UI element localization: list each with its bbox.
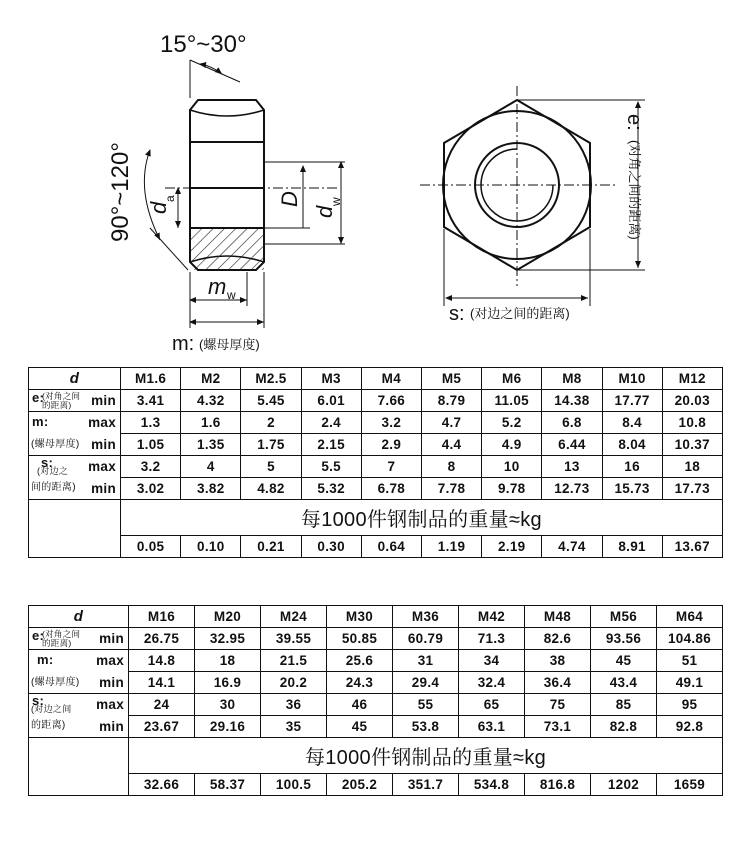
value-cell: 29.16 (195, 716, 261, 738)
value-cell: 35 (261, 716, 327, 738)
max-label: max (96, 697, 124, 712)
m-label: m: (37, 652, 54, 667)
value-cell: 10.37 (662, 434, 722, 456)
dw-label: d (312, 205, 337, 218)
size-cell: M8 (542, 368, 602, 390)
table-row (29, 390, 723, 412)
value-cell: 6.78 (361, 478, 421, 500)
table-row (29, 536, 723, 558)
value-cell: 3.2 (361, 412, 421, 434)
s-max-label-cell (29, 456, 121, 478)
value-cell: 21.5 (261, 650, 327, 672)
s-note-2: 间的距离) (31, 481, 76, 493)
value-cell: 2.9 (361, 434, 421, 456)
value-cell: 43.4 (591, 672, 657, 694)
value-cell: 45 (327, 716, 393, 738)
value-cell: 60.79 (393, 628, 459, 650)
value-cell: 3.82 (181, 478, 241, 500)
table-row (29, 628, 723, 650)
min-label: min (91, 480, 116, 496)
weight-cell: 100.5 (261, 774, 327, 796)
d-header: d (29, 606, 129, 628)
table-row (29, 478, 723, 500)
min-label: min (91, 436, 116, 452)
value-cell: 14.8 (129, 650, 195, 672)
value-cell: 53.8 (393, 716, 459, 738)
value-cell: 4.7 (421, 412, 481, 434)
table-row (29, 606, 723, 628)
value-cell: 49.1 (657, 672, 723, 694)
value-cell: 34 (459, 650, 525, 672)
value-cell: 24 (129, 694, 195, 716)
value-cell: 25.6 (327, 650, 393, 672)
size-cell: M5 (421, 368, 481, 390)
size-cell: M2 (181, 368, 241, 390)
value-cell: 31 (393, 650, 459, 672)
value-cell: 5.5 (301, 456, 361, 478)
s-label: s: (32, 693, 45, 708)
weight-cell: 534.8 (459, 774, 525, 796)
value-cell: 7.78 (421, 478, 481, 500)
value-cell: 8.04 (602, 434, 662, 456)
value-cell: 36.4 (525, 672, 591, 694)
weight-cell: 8.91 (602, 536, 662, 558)
size-cell: M2.5 (241, 368, 301, 390)
e-label: e: (32, 390, 45, 405)
e-caption-note: (对角之间的距离) (627, 140, 642, 240)
da-label: d (146, 201, 171, 214)
weight-cell: 32.66 (129, 774, 195, 796)
table-row (29, 738, 723, 774)
weight-cell: 58.37 (195, 774, 261, 796)
value-cell: 17.73 (662, 478, 722, 500)
max-label: max (88, 415, 116, 430)
value-cell: 18 (662, 456, 722, 478)
s-note-2: 的距离) (31, 719, 66, 731)
value-cell: 6.01 (301, 390, 361, 412)
e-min-label-cell (29, 628, 129, 650)
spec-table-small-sizes (28, 367, 723, 558)
value-cell: 104.86 (657, 628, 723, 650)
value-cell: 55 (393, 694, 459, 716)
value-cell: 10.8 (662, 412, 722, 434)
s-caption-note: (对边之间的距离) (470, 306, 570, 321)
weight-cell: 1659 (657, 774, 723, 796)
max-label: max (88, 459, 116, 474)
s-caption: s: (449, 303, 465, 325)
table-row (29, 368, 723, 390)
value-cell: 45 (591, 650, 657, 672)
value-cell: 4.4 (421, 434, 481, 456)
e-note: (对角之间的距离) (42, 629, 81, 648)
min-label: min (99, 674, 124, 690)
value-cell: 12.73 (542, 478, 602, 500)
value-cell: 75 (525, 694, 591, 716)
value-cell: 8 (421, 456, 481, 478)
s-note-1: (对边之间 (31, 704, 72, 714)
blank-cell (29, 738, 129, 796)
size-cell: M36 (393, 606, 459, 628)
value-cell: 73.1 (525, 716, 591, 738)
value-cell: 39.55 (261, 628, 327, 650)
value-cell: 13 (542, 456, 602, 478)
m-max-label-cell (29, 412, 121, 434)
weight-cell: 0.21 (241, 536, 301, 558)
m-caption: m: (172, 333, 195, 355)
min-label: min (99, 631, 124, 646)
size-cell: M48 (525, 606, 591, 628)
size-cell: M3 (301, 368, 361, 390)
value-cell: 1.05 (121, 434, 181, 456)
size-cell: M24 (261, 606, 327, 628)
size-cell: M6 (482, 368, 542, 390)
m-min-label-cell (29, 434, 121, 456)
s-min-label-cell (29, 478, 121, 500)
value-cell: 71.3 (459, 628, 525, 650)
table-row (29, 434, 723, 456)
value-cell: 95 (657, 694, 723, 716)
value-cell: 4.9 (482, 434, 542, 456)
table-row (29, 672, 723, 694)
size-cell: M12 (662, 368, 722, 390)
table-row (29, 412, 723, 434)
mw-sub-label: w (227, 288, 236, 302)
max-label: max (96, 653, 124, 668)
table-row (29, 650, 723, 672)
min-label: min (91, 393, 116, 408)
value-cell: 14.38 (542, 390, 602, 412)
value-cell: 93.56 (591, 628, 657, 650)
table-row (29, 500, 723, 536)
value-cell: 2.15 (301, 434, 361, 456)
weight-cell: 351.7 (393, 774, 459, 796)
value-cell: 24.3 (327, 672, 393, 694)
value-cell: 7.66 (361, 390, 421, 412)
value-cell: 18 (195, 650, 261, 672)
weight-cell: 0.05 (121, 536, 181, 558)
value-cell: 3.2 (121, 456, 181, 478)
m-min-label-cell (29, 672, 129, 694)
value-cell: 29.4 (393, 672, 459, 694)
value-cell: 32.95 (195, 628, 261, 650)
min-label: min (99, 718, 124, 734)
value-cell: 3.02 (121, 478, 181, 500)
value-cell: 9.78 (482, 478, 542, 500)
value-cell: 23.67 (129, 716, 195, 738)
value-cell: 1.35 (181, 434, 241, 456)
weight-cell: 205.2 (327, 774, 393, 796)
weight-cell: 0.30 (301, 536, 361, 558)
weight-title: 每1000件钢制品的重量≈kg (129, 738, 723, 774)
d-header: d (29, 368, 121, 390)
value-cell: 46 (327, 694, 393, 716)
value-cell: 50.85 (327, 628, 393, 650)
size-cell: M1.6 (121, 368, 181, 390)
value-cell: 8.79 (421, 390, 481, 412)
value-cell: 85 (591, 694, 657, 716)
value-cell: 38 (525, 650, 591, 672)
size-cell: M42 (459, 606, 525, 628)
weight-cell: 1.19 (421, 536, 481, 558)
value-cell: 1.75 (241, 434, 301, 456)
weight-cell: 13.67 (662, 536, 722, 558)
size-cell: M4 (361, 368, 421, 390)
s-label: s: (41, 455, 54, 470)
weight-cell: 2.19 (482, 536, 542, 558)
chamfer-angle-indicator (190, 60, 240, 98)
value-cell: 5 (241, 456, 301, 478)
weight-cell: 4.74 (542, 536, 602, 558)
table-row (29, 694, 723, 716)
value-cell: 20.2 (261, 672, 327, 694)
nut-side-view (190, 100, 264, 270)
value-cell: 16 (602, 456, 662, 478)
weight-cell: 0.10 (181, 536, 241, 558)
table-row (29, 456, 723, 478)
value-cell: 7 (361, 456, 421, 478)
weight-cell: 1202 (591, 774, 657, 796)
weight-cell: 816.8 (525, 774, 591, 796)
value-cell: 3.41 (121, 390, 181, 412)
table-row (29, 774, 723, 796)
angle-top-label: 15°~30° (160, 31, 247, 58)
s-note-1: (对边之 (37, 466, 69, 476)
value-cell: 6.8 (542, 412, 602, 434)
s-min-label-cell (29, 716, 129, 738)
value-cell: 5.2 (482, 412, 542, 434)
m-label: m: (32, 414, 49, 429)
table-row (29, 716, 723, 738)
value-cell: 1.3 (121, 412, 181, 434)
e-label: e: (32, 628, 45, 643)
value-cell: 20.03 (662, 390, 722, 412)
value-cell: 11.05 (482, 390, 542, 412)
value-cell: 65 (459, 694, 525, 716)
value-cell: 6.44 (542, 434, 602, 456)
D-label: D (277, 191, 302, 207)
value-cell: 1.6 (181, 412, 241, 434)
value-cell: 4.32 (181, 390, 241, 412)
size-cell: M56 (591, 606, 657, 628)
m-note: (螺母厚度) (31, 676, 80, 688)
size-cell: M16 (129, 606, 195, 628)
dw-sub-label: w (329, 197, 343, 206)
value-cell: 92.8 (657, 716, 723, 738)
m-max-label-cell (29, 650, 129, 672)
value-cell: 82.8 (591, 716, 657, 738)
value-cell: 2.4 (301, 412, 361, 434)
m-caption-note: (螺母厚度) (199, 337, 260, 352)
size-cell: M30 (327, 606, 393, 628)
size-cell: M64 (657, 606, 723, 628)
spec-table-large-sizes (28, 605, 723, 796)
value-cell: 26.75 (129, 628, 195, 650)
value-cell: 10 (482, 456, 542, 478)
e-min-label-cell (29, 390, 121, 412)
hex-nut-technical-drawing (0, 0, 750, 360)
value-cell: 4 (181, 456, 241, 478)
size-cell: M20 (195, 606, 261, 628)
value-cell: 4.82 (241, 478, 301, 500)
value-cell: 5.45 (241, 390, 301, 412)
weight-cell: 0.64 (361, 536, 421, 558)
mw-label: m (208, 274, 227, 299)
value-cell: 5.32 (301, 478, 361, 500)
e-note: (对角之间的距离) (42, 391, 81, 410)
value-cell: 2 (241, 412, 301, 434)
value-cell: 51 (657, 650, 723, 672)
blank-cell (29, 500, 121, 558)
value-cell: 32.4 (459, 672, 525, 694)
value-cell: 8.4 (602, 412, 662, 434)
value-cell: 63.1 (459, 716, 525, 738)
value-cell: 82.6 (525, 628, 591, 650)
size-cell: M10 (602, 368, 662, 390)
value-cell: 16.9 (195, 672, 261, 694)
value-cell: 36 (261, 694, 327, 716)
value-cell: 15.73 (602, 478, 662, 500)
e-caption: e: (623, 114, 645, 131)
da-sub-label: a (163, 195, 177, 202)
s-max-label-cell (29, 694, 129, 716)
value-cell: 14.1 (129, 672, 195, 694)
angle-left-label: 90°~120° (107, 142, 134, 242)
value-cell: 17.77 (602, 390, 662, 412)
weight-title: 每1000件钢制品的重量≈kg (121, 500, 723, 536)
value-cell: 30 (195, 694, 261, 716)
m-note: (螺母厚度) (31, 438, 80, 450)
